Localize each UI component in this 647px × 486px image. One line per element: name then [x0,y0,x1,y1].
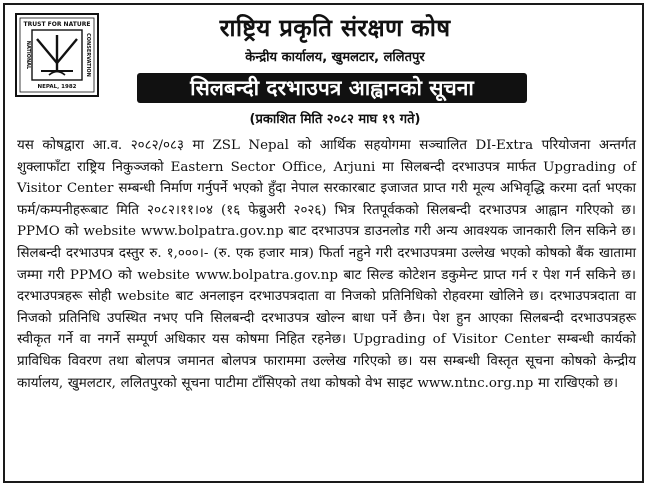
organization-name: राष्ट्रिय प्रकृति संरक्षण कोष [219,14,451,42]
publication-date: (प्रकाशित मिति २०८२ माघ १९ गते) [249,112,421,127]
ntnc-logo [15,13,99,97]
notice-frame [3,3,644,483]
logo-right-text: CONSERVATION [85,33,91,77]
logo-top-text: TRUST FOR NATURE [23,21,91,28]
logo-bottom-text: NEPAL, 1982 [37,84,77,90]
logo-left-text: NATIONAL [25,40,31,70]
organization-address: केन्द्रीय कार्यालय, खुमलटार, ललितपुर [245,50,425,65]
notice-title-banner: सिलबन्दी दरभाउपत्र आह्वानको सूचना [137,73,527,103]
ntnc-emblem-icon [15,13,99,97]
notice-body-text: यस कोषद्वारा आ.व. २०८२/०८३ मा ZSL Nepal को आर्थिक सहयोगमा सञ्चालित DI-Extra परियोजना अन्तर्गत शुक्लाफाँटा राष्ट्रिय निकुञ्जको Eastern Sector Office, Arjuni मा सिलबन्दी दरभाउपत्र मार्फत Upgrading of Visitor Center सम्बन्धी निर्माण गर्नुपर्ने भएको हुँदा नेपाल सरकारबाट इजाजत प्राप्त गरी मूल्य अभिवृद्धि करमा दर्ता भएका फर्म/कम्पनीहरूबाट मिति २०८२।११।०४ (१६ फेब्रुअरी २०२६) भित्र रितपूर्वकको सिलबन्दी दरभाउपत्र आह्वान गरिएको छ। PPMO को website www.bolpatra.gov.np बाट दरभाउपत्र डाउनलोड गरी अन्य आवश्यक जानकारी लिन सकिने छ। सिलबन्दी दरभाउपत्र दस्तुर रु. १,०००।- (रु. एक हजार मात्र) फिर्ता नहुने गरी दरभाउपत्रमा उल्लेख भएको कोषको बैंक खातामा जम्मा गरी PPMO को website www.bolpatra.gov.np बाट सिल्ड कोटेशन डकुमेन्ट प्राप्त गर्न र पेश गर्न सकिने छ। दरभाउपत्रहरू सोही website बाट अनलाइन दरभाउपत्रदाता वा निजको प्रतिनिधिको रोहवरमा खोलिने छ। दरभाउपत्रदाता वा निजको प्रतिनिधि उपस्थित नभए पनि सिलबन्दी दरभाउपत्र खोल्न बाधा पर्ने छैन। पेश हुन आएका सिलबन्दी दरभाउपत्रहरू स्वीकृत गर्ने वा नगर्ने सम्पूर्ण अधिकार यस कोषमा निहित रहनेछ। Upgrading of Visitor Center सम्बन्धी कार्यको प्राविधिक विवरण तथा बोलपत्र जमानत बोलपत्र फाराममा उल्लेख गरिएको छ। यस सम्बन्धी विस्तृत सूचना कोषको केन्द्रीय कार्यालय, खुमलटार, ललितपुरको सूचना पाटीमा टाँसिएको तथा कोषको वेभ साइट www.ntnc.org.np मा राखिएको छ। [17,138,636,391]
